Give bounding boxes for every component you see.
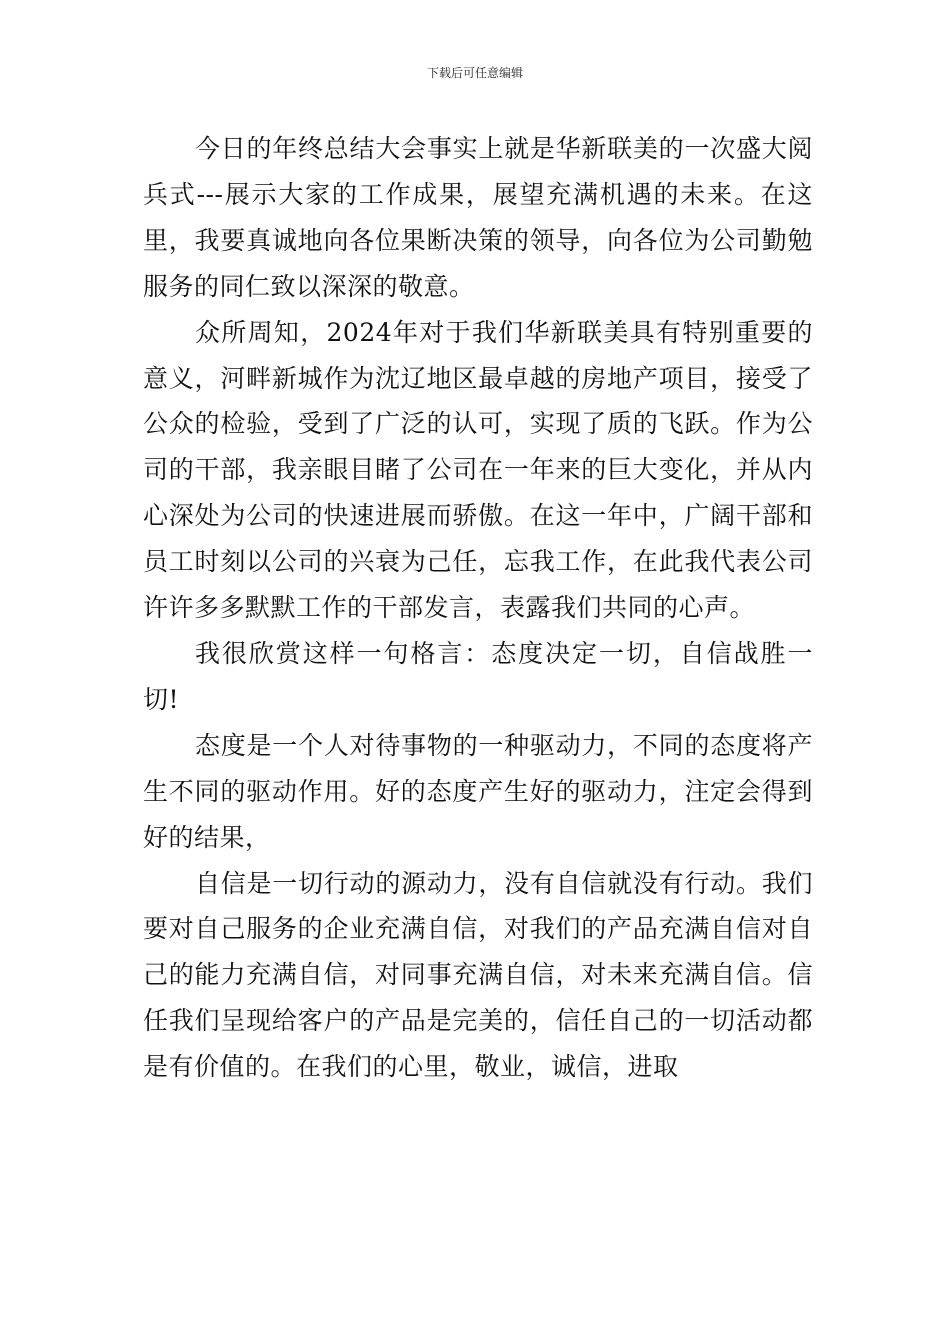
paragraph-5: 自信是一切行动的源动力，没有自信就没有行动。我们要对自己服务的企业充满自信，对我们的产品充满自信对自己的能力充满自信，对同事充满自信，对未来充满自信。信任我们呈现给客户的产品是完美的，信任自己的一切活动都是有价值的。在我们的心里，敬业，诚信，进取	[143, 868, 813, 1082]
paragraph-2: 众所周知，2024年对于我们华新联美具有特别重要的意义，河畔新城作为沈辽地区最卓越的房地产项目，接受了公众的检验，受到了广泛的认可，实现了质的飞跃。作为公司的干部，我亲眼目睹了公司在一年来的巨大变化，并从内心深处为公司的快速进展而骄傲。在这一年中，广阔干部和员工时刻以公司的兴衰为己任，忘我工作，在此我代表公司许许多多默默工作的干部发言，表露我们共同的心声。	[143, 317, 813, 623]
paragraph-1: 今日的年终总结大会事实上就是华新联美的一次盛大阅兵式---展示大家的工作成果，展望充满机遇的未来。在这里，我要真诚地向各位果断决策的领导，向各位为公司勤勉服务的同仁致以深深的敬意。	[143, 134, 813, 301]
paragraph-3: 我很欣赏这样一句格言：态度决定一切，自信战胜一切!	[143, 638, 813, 714]
paragraph-4: 态度是一个人对待事物的一种驱动力，不同的态度将产生不同的驱动作用。好的态度产生好的驱动力，注定会得到好的结果，	[143, 730, 813, 852]
page-header: 下载后可任意编辑	[426, 66, 523, 80]
document-body	[143, 126, 813, 1090]
